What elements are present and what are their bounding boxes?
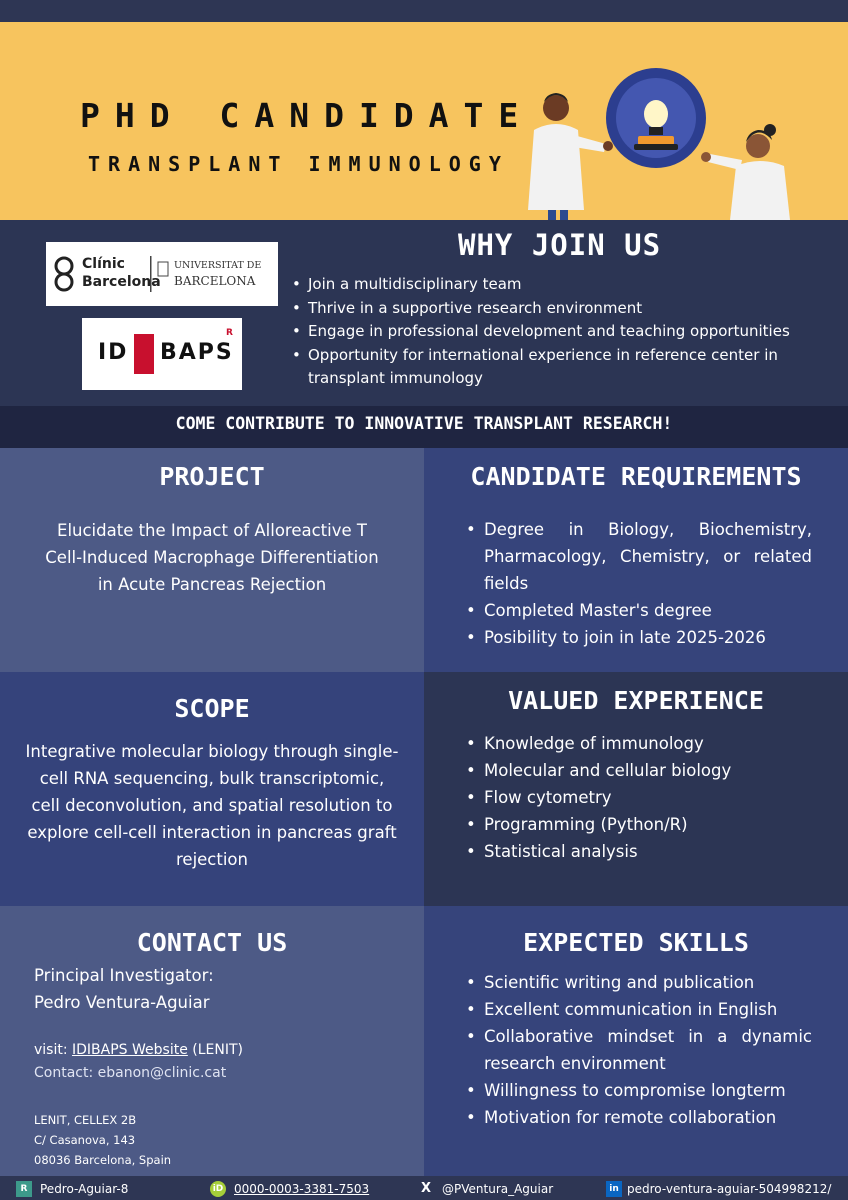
top-bar: [0, 0, 848, 22]
principal-investigator: [34, 962, 214, 1016]
valued-experience-title: VALUED EXPERIENCE: [508, 686, 764, 715]
linkedin-link[interactable]: [606, 1180, 831, 1198]
list-item: • Molecular and cellular biology: [466, 757, 826, 784]
project-title: PROJECT: [159, 462, 265, 491]
x-icon: X: [420, 1181, 432, 1196]
idibaps-red-bar: [134, 334, 154, 374]
clinic-ub-logo: [46, 242, 278, 306]
list-item: • Excellent communication in English: [466, 996, 812, 1023]
idibaps-logo: [82, 318, 242, 390]
page-subtitle: TRANSPLANT IMMUNOLOGY: [88, 152, 509, 176]
clinic-name-line1: Clínic: [82, 256, 125, 272]
orcid-text: 0000-0003-3381-7503: [234, 1182, 370, 1196]
orcid-link[interactable]: [210, 1180, 369, 1198]
linkedin-icon: in: [606, 1181, 622, 1197]
registered-icon: R: [226, 328, 233, 338]
pi-label: Principal Investigator:: [34, 966, 214, 985]
page-title: PHD CANDIDATE: [80, 96, 534, 135]
address-line: C/ Casanova, 143: [34, 1133, 136, 1147]
researchgate-text: Pedro-Aguiar-8: [40, 1182, 129, 1196]
contact-email[interactable]: Contact: ebanon@clinic.cat: [34, 1065, 227, 1081]
list-item: • Join a multidisciplinary team: [290, 273, 842, 297]
researchgate-link[interactable]: [16, 1180, 128, 1198]
expected-skills-list: [466, 969, 812, 1131]
list-item: • Scientific writing and publication: [466, 969, 812, 996]
requirements-list: [466, 516, 812, 651]
scientist-woman: [701, 124, 790, 220]
idibaps-left-text: ID: [98, 340, 129, 365]
postal-address: [34, 1110, 171, 1170]
visit-prefix: visit:: [34, 1042, 73, 1058]
expected-skills-title: EXPECTED SKILLS: [523, 928, 749, 957]
scope-description: Integrative molecular biology through single-cell RNA sequencing, bulk transcriptomic, cell deconvolution, and spatial resolution to explore cell-cell interaction in pancreas graft rejection: [25, 742, 399, 869]
list-item: • Opportunity for international experience in reference center in transplant immunology: [290, 344, 842, 391]
orcid-icon: iD: [210, 1181, 226, 1197]
requirements-title: CANDIDATE REQUIREMENTS: [470, 462, 802, 491]
pi-name: Pedro Ventura-Aguiar: [34, 993, 210, 1012]
list-item: • Willingness to compromise longterm: [466, 1077, 812, 1104]
call-to-action-text: COME CONTRIBUTE TO INNOVATIVE TRANSPLANT RESEARCH!: [175, 414, 673, 433]
contact-title: CONTACT US: [136, 928, 288, 957]
scientists-illustration: [508, 60, 828, 220]
valued-experience-list: [466, 730, 826, 865]
address-line: 08036 Barcelona, Spain: [34, 1153, 172, 1167]
list-item: • Posibility to join in late 2025-2026: [466, 624, 812, 651]
x-handle-text: @PVentura_Aguiar: [442, 1182, 554, 1196]
scientist-man: [528, 93, 613, 220]
x-link[interactable]: [418, 1180, 553, 1198]
idibaps-website-link[interactable]: IDIBAPS Website: [72, 1042, 188, 1058]
list-item: • Motivation for remote collaboration: [466, 1104, 812, 1131]
linkedin-text: pedro-ventura-aguiar-504998212/: [627, 1182, 832, 1196]
researchgate-icon: R: [16, 1181, 32, 1197]
why-join-list: [290, 273, 842, 391]
list-item: • Completed Master's degree: [466, 597, 812, 624]
list-item: • Programming (Python/R): [466, 811, 826, 838]
list-item: • Engage in professional development and teaching opportunities: [290, 320, 842, 344]
address-line: LENIT, CELLEX 2B: [34, 1113, 137, 1127]
ub-name-line1: UNIVERSITAT DE: [174, 260, 262, 271]
list-item: • Knowledge of immunology: [466, 730, 826, 757]
clinic-name-line2: Barcelona: [82, 274, 161, 290]
list-item: • Thrive in a supportive research environment: [290, 297, 842, 321]
visit-line: [34, 1039, 243, 1062]
idibaps-right-text: BAPS: [160, 340, 234, 365]
ub-name-line2: BARCELONA: [174, 274, 256, 288]
list-item: • Statistical analysis: [466, 838, 826, 865]
scope-title: SCOPE: [174, 694, 250, 723]
list-item: • Degree in Biology, Biochemistry, Pharmacology, Chemistry, or related fields: [466, 516, 812, 597]
why-join-title: WHY JOIN US: [458, 228, 662, 262]
list-item: • Flow cytometry: [466, 784, 826, 811]
project-description: Elucidate the Impact of Alloreactive T Cell-Induced Macrophage Differentiation in Acute Pancreas Rejection: [45, 521, 379, 594]
visit-suffix: (LENIT): [187, 1042, 244, 1058]
list-item: • Collaborative mindset in a dynamic research environment: [466, 1023, 812, 1077]
